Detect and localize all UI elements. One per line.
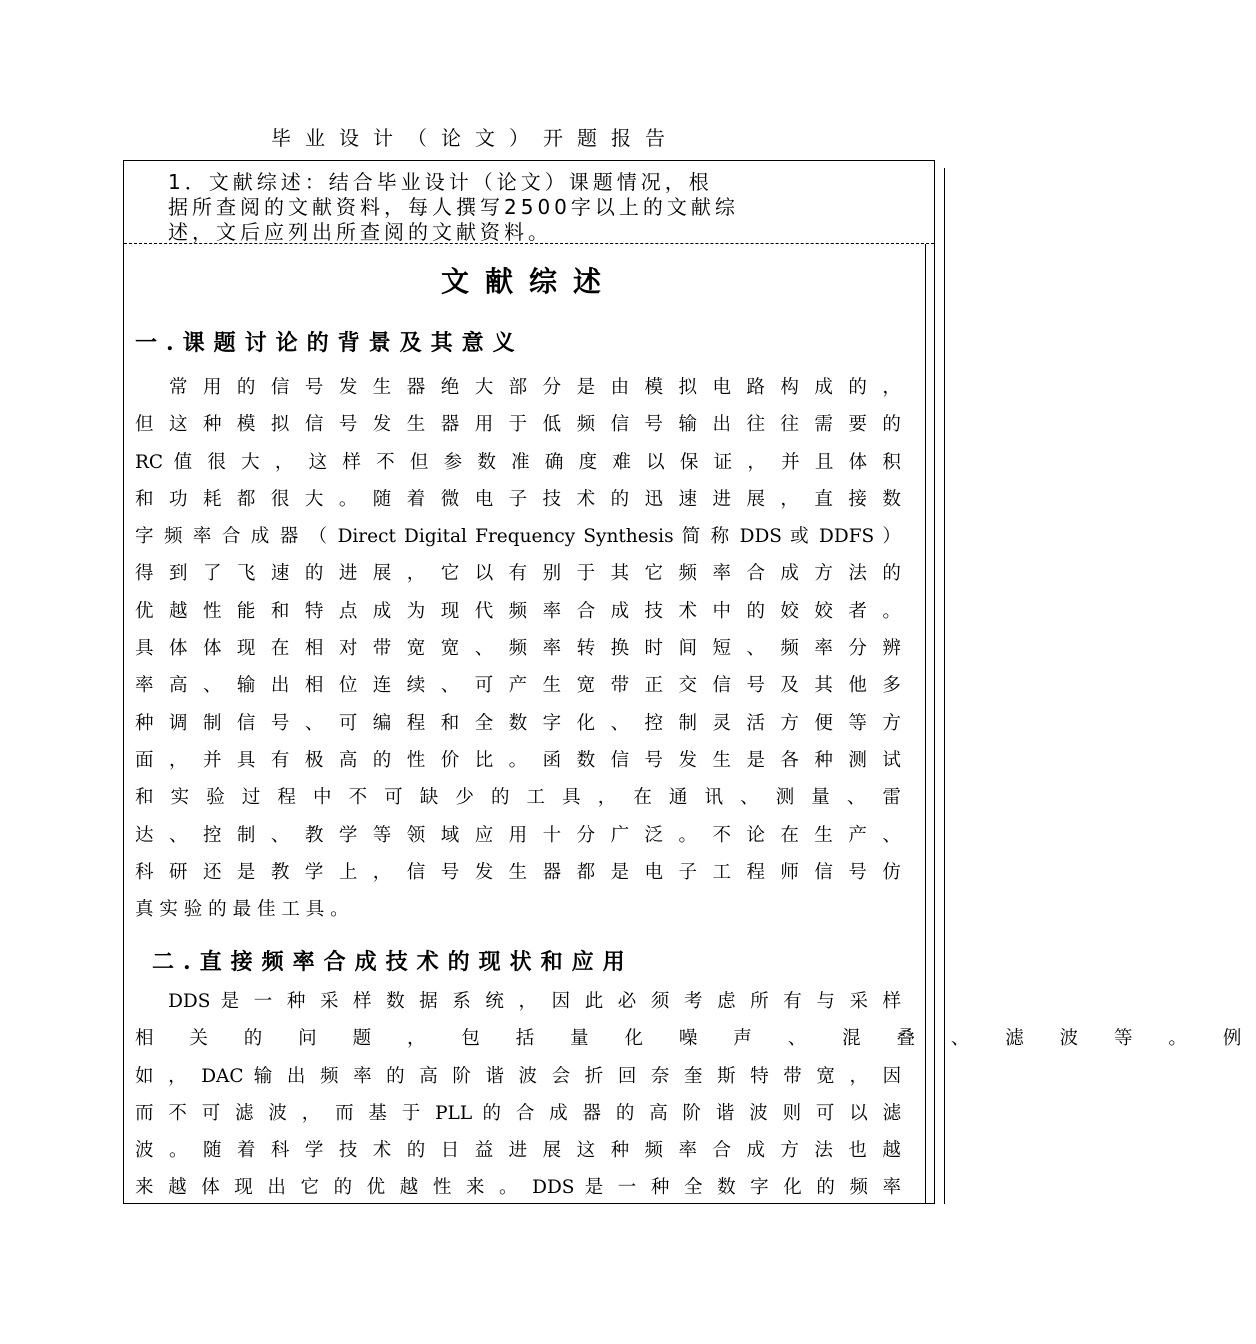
body-line: 面 ， 并 具 有 极 高 的 性 价 比 。 函 数 信 号 发 生 是 各 种 测 试 — [135, 749, 901, 771]
body-line: 优 越 性 能 和 特 点 成 为 现 代 频 率 合 成 技 术 中 的 姣 姣 者 。 — [135, 600, 901, 622]
body-line: 和 功 耗 都 很 大 。 随 着 微 电 子 技 术 的 迅 速 进 展 ， 直 接 数 — [135, 488, 901, 510]
body-line: 如 ， DAC 输 出 频 率 的 高 阶 谐 波 会 折 回 奈 奎 斯 特 带 宽 ， 因 — [135, 1065, 902, 1087]
section-body-dds-status — [135, 983, 1256, 1207]
body-line: RC 值 很 大 ， 这 样 不 但 参 数 准 确 度 难 以 保 证 ， 并 且 体 积 — [135, 451, 901, 473]
body-line-last: 真 实 验 的 最 佳 工 具 。 — [135, 899, 349, 921]
page-header-title: 毕业设计（论文）开题报告 — [271, 126, 679, 150]
body-line: 种 调 制 信 号 、 可 编 程 和 全 数 字 化 、 控 制 灵 活 方 便 等 方 — [135, 712, 901, 734]
body-line: 波 。 随 着 科 学 技 术 的 日 益 进 展 这 种 频 率 合 成 方 法 也 越 — [135, 1140, 901, 1162]
body-line: 而 不 可 滤 波 ， 而 基 于 PLL 的 合 成 器 的 高 阶 谐 波 则 可 以 滤 — [135, 1102, 902, 1124]
section-heading-background: 一.课题讨论的背景及其意义 — [135, 330, 524, 356]
body-line: 科 研 还 是 教 学 上 ， 信 号 发 生 器 都 是 电 子 工 程 师 信 号 仿 — [135, 861, 901, 883]
body-line: 常 用 的 信 号 发 生 器 绝 大 部 分 是 由 模 拟 电 路 构 成 的 ， — [168, 377, 901, 398]
inner-right-rule — [925, 244, 926, 1204]
instructions-line: 据所查阅的文献资料，每人撰写2500字以上的文献综 — [168, 195, 739, 219]
body-line: 但 这 种 模 拟 信 号 发 生 器 用 于 低 频 信 号 输 出 往 往 需 要 的 — [135, 414, 901, 436]
instructions-block — [168, 170, 916, 245]
dashed-divider — [124, 243, 934, 244]
body-line: 达 、 控 制 、 教 学 等 领 域 应 用 十 分 广 泛 。 不 论 在 生 产 、 — [135, 824, 901, 846]
section-heading-dds-status: 二.直接频率合成技术的现状和应用 — [152, 949, 634, 975]
body-line: 具 体 体 现 在 相 对 带 宽 宽 、 频 率 转 换 时 间 短 、 频 率 分 辨 — [135, 638, 901, 660]
body-line: DDS 是 一 种 采 样 数 据 系 统 ， 因 此 必 须 考 虑 所 有 与 采 样 — [168, 991, 902, 1012]
body-line: 字 频 率 合 成 器 （ Direct Digital Frequency Synthesis 简 称 DDS 或 DDFS ） — [135, 526, 901, 548]
body-line: 得 到 了 飞 速 的 进 展 ， 它 以 有 别 于 其 它 频 率 合 成 方 法 的 — [135, 563, 901, 585]
body-line: 和 实 验 过 程 中 不 可 缺 少 的 工 具 ， 在 通 讯 、 测 量 、 雷 — [135, 787, 901, 809]
instructions-line: 1．文献综述：结合毕业设计（论文）课题情况，根 — [168, 170, 713, 194]
instructions-line: 述，文后应列出所查阅的文献资料。 — [168, 220, 552, 244]
section-body-background — [135, 369, 901, 928]
document-title: 文献综述 — [440, 265, 617, 298]
body-line: 相 关 的 问 题 ， 包 括 量 化 噪 声 、 混 叠 、 滤 波 等 。 例 — [135, 1028, 1256, 1050]
body-line: 来 越 体 现 出 它 的 优 越 性 来 。 DDS 是 一 种 全 数 字 化 的 频 率 — [135, 1177, 902, 1199]
body-line: 率 高 、 输 出 相 位 连 续 、 可 产 生 宽 带 正 交 信 号 及 其 他 多 — [135, 675, 901, 697]
